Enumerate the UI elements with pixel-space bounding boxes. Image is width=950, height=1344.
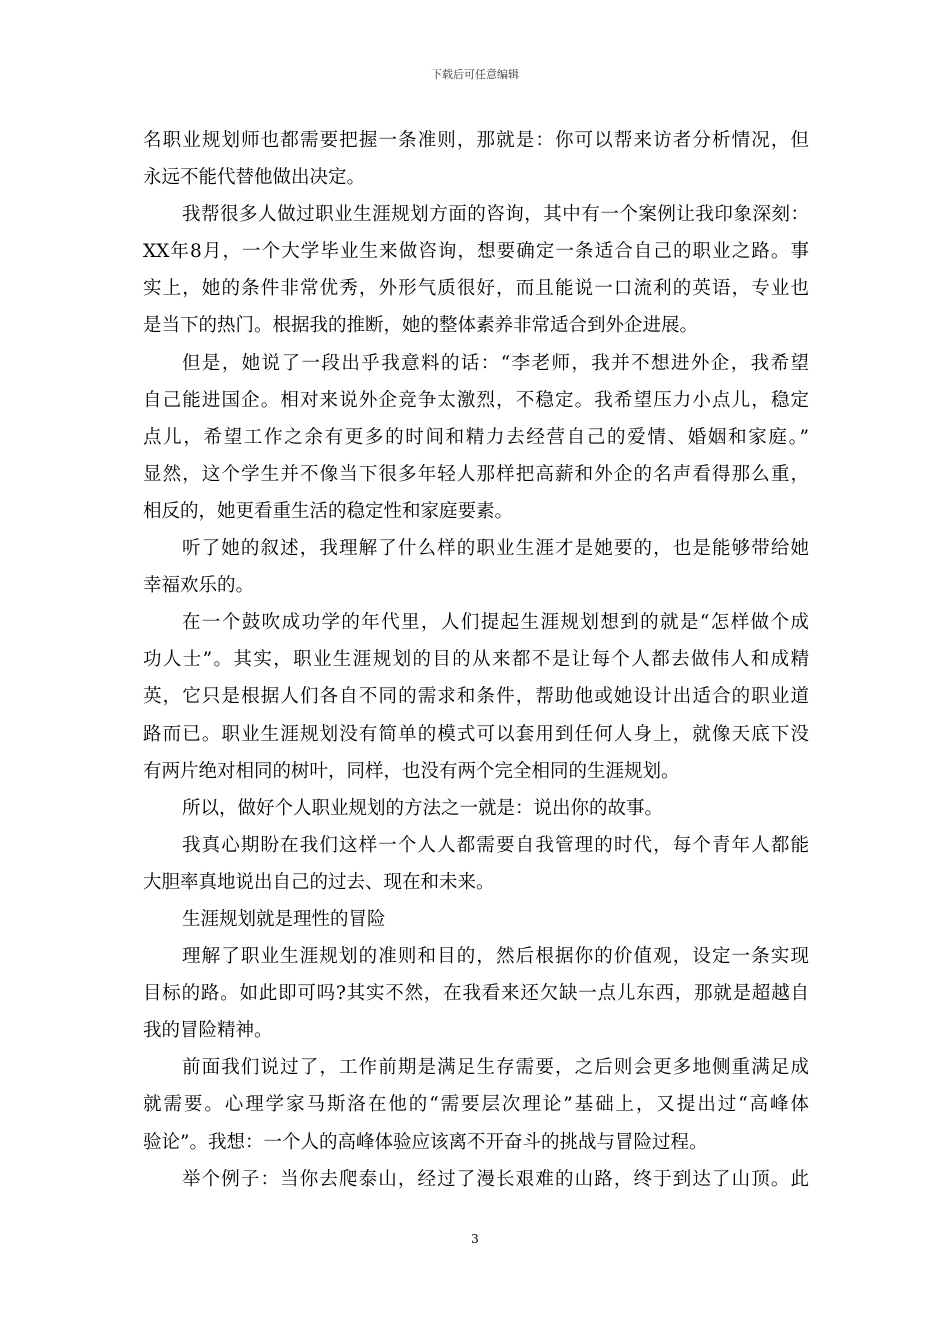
text-line: 所以，做好个人职业规划的方法之一就是：说出你的故事。 bbox=[182, 797, 664, 819]
page-number: 3 bbox=[471, 1232, 479, 1246]
page-header: 下载后可任意编辑 bbox=[431, 68, 519, 81]
text-line: 验论”。我想：一个人的高峰体验应该离不开奋斗的挑战与冒险过程。 bbox=[143, 1131, 708, 1153]
text-line: 相反的，她更看重生活的稳定性和家庭要素。 bbox=[143, 500, 514, 522]
text-line: 显然，这个学生并不像当下很多年轻人那样把高薪和外企的名声看得那么重， bbox=[143, 463, 809, 485]
text-line: 我的冒险精神。 bbox=[143, 1020, 273, 1042]
text-line: 我真心期盼在我们这样一个人人都需要自我管理的时代，每个青年人都能 bbox=[182, 834, 809, 856]
text-line: 生涯规划就是理性的冒险 bbox=[182, 908, 386, 930]
text-line: 举个例子：当你去爬泰山，经过了漫长艰难的山路，终于到达了山顶。此 bbox=[182, 1168, 809, 1190]
text-line: 自己能进国企。相对来说外企竞争太激烈，不稳定。我希望压力小点儿，稳定 bbox=[143, 389, 809, 411]
text-line: 前面我们说过了，工作前期是满足生存需要，之后则会更多地侧重满足成 bbox=[182, 1057, 809, 1079]
text-line: 但是，她说了一段出乎我意料的话：“李老师，我并不想进外企，我希望 bbox=[182, 352, 809, 374]
text-line: XX年8月，一个大学毕业生来做咨询，想要确定一条适合自己的职业之路。事 bbox=[143, 241, 809, 263]
text-line: 理解了职业生涯规划的准则和目的，然后根据你的价值观，设定一条实现 bbox=[182, 946, 809, 968]
text-line: 点儿，希望工作之余有更多的时间和精力去经营自己的爱情、婚姻和家庭。” bbox=[143, 426, 809, 448]
text-line: 是当下的热门。根据我的推断，她的整体素养非常适合到外企进展。 bbox=[143, 315, 699, 337]
text-line: 实上，她的条件非常优秀，外形气质很好，而且能说一口流利的英语，专业也 bbox=[143, 278, 809, 300]
text-line: 我帮很多人做过职业生涯规划方面的咨询，其中有一个案例让我印象深刻： bbox=[182, 204, 809, 226]
text-line: 目标的路。如此即可吗?其实不然，在我看来还欠缺一点儿东西，那就是超越自 bbox=[143, 983, 809, 1005]
text-line: 有两片绝对相同的树叶，同样，也没有两个完全相同的生涯规划。 bbox=[143, 760, 680, 782]
text-line: 英，它只是根据人们各自不同的需求和条件，帮助他或她设计出适合的职业道 bbox=[143, 686, 809, 708]
text-line: 永远不能代替他做出决定。 bbox=[143, 167, 366, 189]
text-line: 路而已。职业生涯规划没有简单的模式可以套用到任何人身上，就像天底下没 bbox=[143, 723, 809, 745]
text-line: 大胆率真地说出自己的过去、现在和未来。 bbox=[143, 871, 495, 893]
text-line: 听了她的叙述，我理解了什么样的职业生涯才是她要的，也是能够带给她 bbox=[182, 538, 809, 560]
text-line: 在一个鼓吹成功学的年代里，人们提起生涯规划想到的就是“怎样做个成 bbox=[182, 612, 809, 634]
text-line: 名职业规划师也都需要把握一条准则，那就是：你可以帮来访者分析情况，但 bbox=[143, 130, 809, 151]
text-line: 功人士”。其实，职业生涯规划的目的从来都不是让每个人都去做伟人和成精 bbox=[143, 649, 809, 671]
text-line: 幸福欢乐的。 bbox=[143, 575, 255, 597]
text-line: 就需要。心理学家马斯洛在他的“需要层次理论”基础上，又提出过“高峰体 bbox=[143, 1094, 809, 1116]
document-body bbox=[143, 122, 809, 1198]
